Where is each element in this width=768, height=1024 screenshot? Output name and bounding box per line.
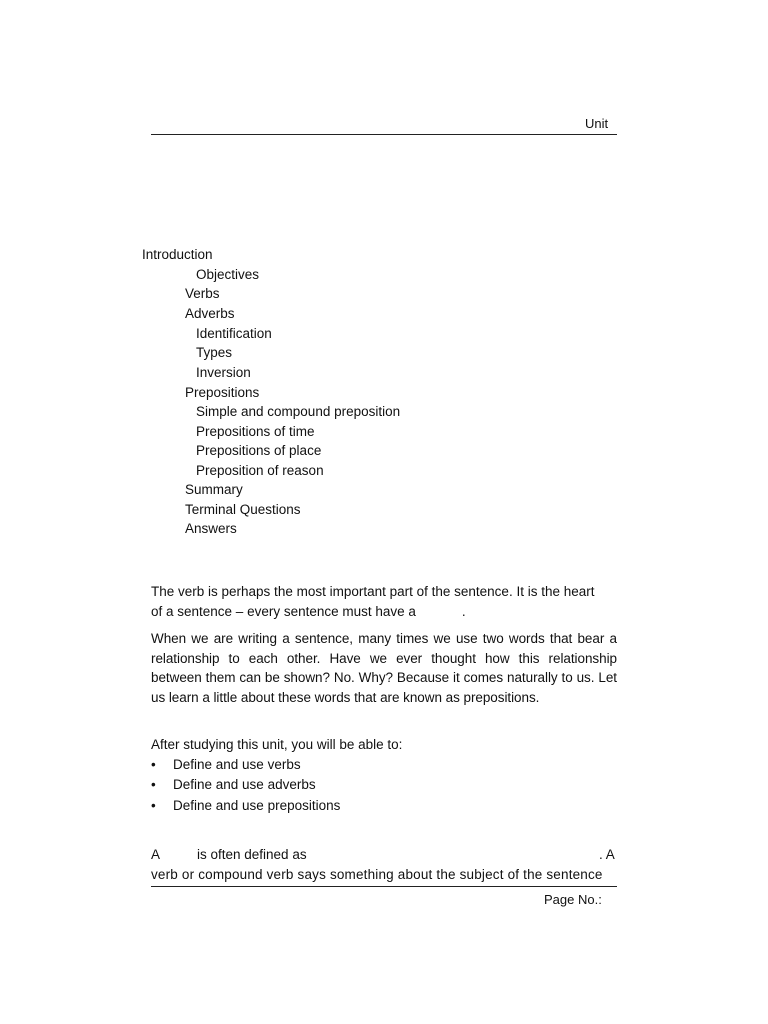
objective-item-adverbs: Define and use adverbs — [173, 777, 316, 792]
verbs-line-2 — [151, 865, 617, 885]
toc-item-simple-compound: Simple and compound preposition — [196, 404, 401, 419]
objective-item-prepositions: Define and use prepositions — [173, 798, 341, 813]
objective-bullet-2: • — [151, 777, 156, 792]
toc-item-identification: Identification — [196, 326, 272, 341]
footer-page-label: Page No.: — [544, 892, 602, 907]
toc-item-prepositions: Prepositions — [185, 385, 260, 400]
objective-bullet-3: • — [151, 798, 156, 813]
footer-rule — [151, 886, 617, 887]
toc-item-objectives: Objectives — [196, 267, 260, 282]
intro-p1-line-2 — [151, 602, 617, 622]
toc-item-verbs: Verbs — [185, 286, 220, 301]
verbs-line-2-text: verb or compound verb says something about the subject of the sentence — [151, 867, 603, 882]
header-rule — [151, 134, 617, 135]
toc-item-introduction: Introduction — [142, 247, 213, 262]
intro-paragraph-2: When we are writing a sentence, many times we use two words that bear a relationship to each other. Have we ever thought how this relationship between them can be shown? No. Why? Because it comes naturally to us. Let us learn a little about these words that are known as prepositions. — [151, 631, 617, 705]
verbs-line-1-c: . A — [599, 847, 615, 862]
toc-item-prepositions-time: Prepositions of time — [196, 424, 315, 439]
intro-p1-period: . — [461, 603, 466, 619]
objective-bullet-1: • — [151, 757, 156, 772]
toc-item-types: Types — [196, 345, 233, 360]
toc-item-answers: Answers — [185, 521, 237, 536]
verbs-line-1-b: is often defined as — [197, 847, 307, 862]
toc-item-inversion: Inversion — [196, 365, 251, 380]
objectives-lead: After studying this unit, you will be able to: — [151, 737, 403, 752]
toc-item-summary: Summary — [185, 482, 243, 497]
objective-item-verbs: Define and use verbs — [173, 757, 301, 772]
toc-item-preposition-reason: Preposition of reason — [196, 463, 324, 478]
intro-p1-line-2-text: of a sentence – every sentence must have a — [151, 603, 416, 619]
verbs-line-1-a: A — [151, 847, 161, 862]
toc-item-prepositions-place: Prepositions of place — [196, 443, 322, 458]
header-unit-label: Unit — [585, 116, 609, 131]
intro-paragraph-1 — [151, 582, 617, 621]
intro-p1-line-1: The verb is perhaps the most important part of the sentence. It is the heart — [151, 584, 595, 599]
toc-item-terminal-questions: Terminal Questions — [185, 502, 301, 517]
toc-item-adverbs: Adverbs — [185, 306, 235, 321]
